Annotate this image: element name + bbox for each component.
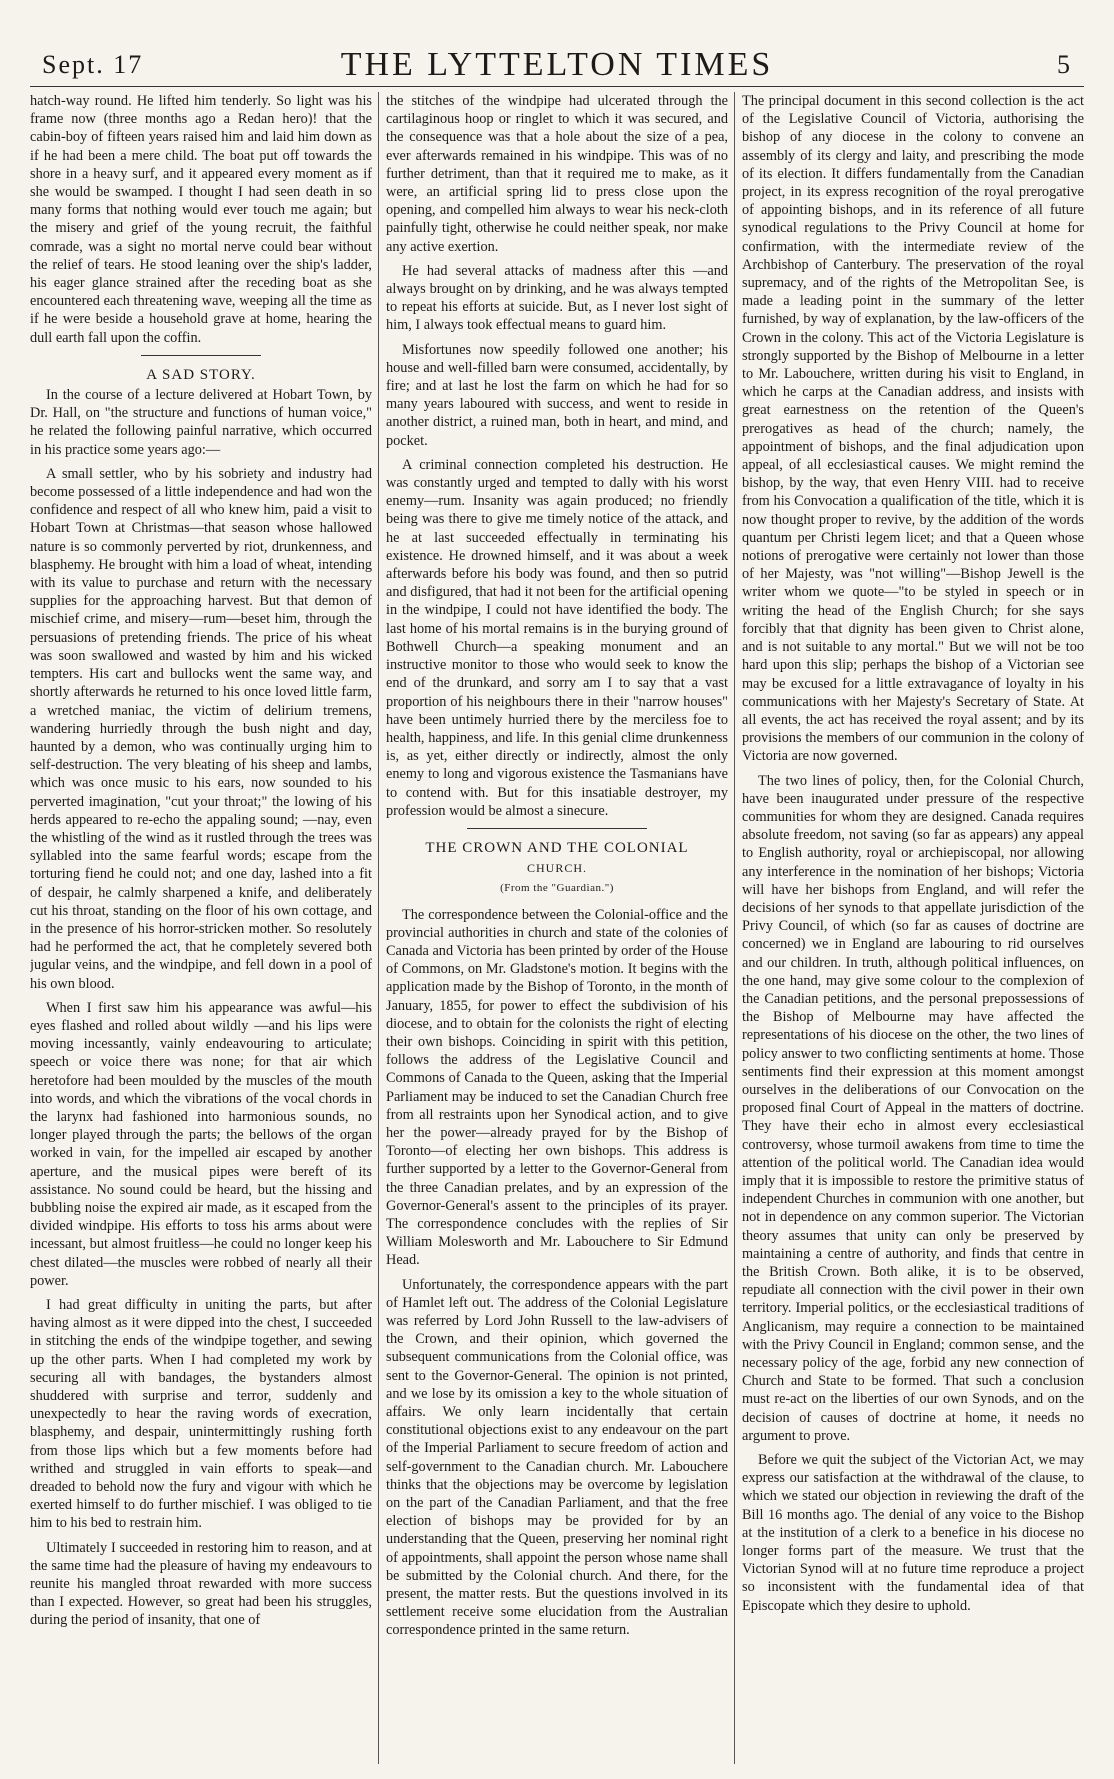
column-1 [30, 92, 372, 1764]
column-2 [386, 92, 728, 1764]
separator [467, 828, 647, 829]
separator [141, 355, 261, 356]
paragraph: In the course of a lecture delivered at Hobart Town, by Dr. Hall, on "the structure and functions of human voice," he related the following painful narrative, which occurred in his practice some years ago:— [30, 387, 372, 458]
paragraph: He had several attacks of madness after this —and always brought on by drinking, and he was always tempted to repeat his efforts at suicide. But, as I never lost sight of him, I always took effectual means to guard him. [386, 262, 728, 334]
paragraph: The principal document in this second collection is the act of the Legislative Council of Victoria, authorising the bishop of any diocese in the colony to convene an assembly of its clergy and laity, and prescribing the mode of its election. It differs fundamentally from the Canadian project, in its express recognition of the royal prerogative of appointing bishops, and in its reference of all future synodical regulations to the Privy Council at home for confirmation, with the intermediate review of the Archbishop of Canterbury. The preservation of the royal supremacy, and of the rights of the Metropolitan See, is made a leading point in the summary of the letter furnished, by way of explanation, by the law-officers of the Crown in the colony. This act of the Victoria Legislature is strongly supported by the Bishop of Melbourne in a letter to Mr. Labouchere, written during his visit to England, in which he carps at the Canadian address, and insists with great earnestness on the retention of the Queen's prerogatives as head of the church; namely, the appointment of bishops, and the final adjudication upon appeal, of all ecclesiastical causes. We might remind the bishop, by the way, that even Henry VIII. had to receive from his Convocation a qualification of the title, which it is now thought proper to revive, by the addition of the words quantum per Christi legem licet; and that a Queen whose notions of prerogative were certainly not lower than those of her Majesty, was "not willing"—Bishop Jewell is the writer whom we quote—"to be styled in speech or in writing the head of the English Church; for she says forcibly that that dignity has been given to Christ alone, and is not suitable to any mortal." But we will not be too hard upon this slip; perhaps the bishop of a Victorian see may be excused for a little extravagance of loyalty in his communications with her Majesty's Secretary of State. At all events, the act has received the royal assent; and by its provisions the members of our communion in the colony of Victoria are now governed. [742, 93, 1084, 765]
article-heading: THE CROWN AND THE COLONIAL [425, 839, 689, 856]
masthead [30, 14, 1084, 83]
paragraph: The two lines of policy, then, for the Colonial Church, have been inaugurated under pressure of the respective communities for whom they are designed. Canada requires absolute freedom, not saving (so far as appears) any appeal to English authority, royal or archiepiscopal, nor allowing any interference in the nomination of her bishops; Victoria will have her bishops from England, and will refer the decisions of her synods to that appellate jurisdiction of the Privy Council, of which (so far as causes of doctrine are concerned) we in England are labouring to rid ourselves and our children. In truth, although political influences, on the one hand, may give some colour to the complexion of the Canadian petitions, and the personal prepossessions of the Bishop of Melbourne may have affected the representations of his diocese on the other, the two lines of policy answer to two conflicting sentiments at home. Those sentiments find their expression at this moment amongst ourselves in the deliberations of our Convocation on the proposed final Court of Appeal in the matters of doctrine. They have their echo in almost every ecclesiastical controversy, whose turmoil awakens from time to time the attention of the political world. The Canadian idea would imply that it is impossible to restore the primitive status of independent Churches in communion with one another, but not in dependence on any common superior. The Victorian theory assumes that unity can only be preserved by maintaining a centre of authority, and finds that centre in the British Crown. Both alike, it is to be observed, repudiate all connection with the civil power in their own territory. Imperial politics, or the ecclesiastical traditions of Anglicanism, may require a connection to be maintained with the Privy Council in England; common sense, and the necessary policy of the age, forbid any new connection of Church and State to be formed. That such a conclusion must re-act on the liberties of our own Synods, and on the decision of causes of doctrine at home, it needs no argument to prove. [742, 772, 1084, 1444]
paragraph: A criminal connection completed his destruction. He was constantly urged and tempted to dally with his worst enemy—rum. Insanity was again produced; no friendly being was there to give me timely notice of the attack, and he at last succeeded effectually in terminating his existence. He drowned himself, and it was about a week afterwards before his body was found, and then so putrid and disfigured, that had it not been for the artificial opening in the windpipe, I could not have identified the body. The last home of his mortal remains is in the burying ground of Bothwell Church—a speaking monument and an instructive monitor to those who would seek to know the end of the drunkard, and sorry am I to say that a vast proportion of his neighbours there in their "narrow houses" have been untimely hurried there by the merciless foe to health, happiness, and life. In this genial clime drunkenness is, as yet, either directly or indirectly, almost the only enemy to long and vigorous existence the Tasmanians have to contend with. But for this insatiable destroyer, my profession would be almost a sinecure. [386, 456, 728, 819]
article-heading: A SAD STORY. [146, 366, 256, 383]
paragraph: When I first saw him his appearance was awful—his eyes flashed and rolled about wildly —and his lips were moving incessantly, vainly endeavouring to articulate; speech or voice there was none; for that air which heretofore had been moulded by the muscles of the mouth into words, and which the vibrations of the vocal chords in the larynx had fashioned into harmonious sounds, no longer played through the parts; the bellows of the organ worked in vain, for the impelled air escaped by another aperture, and the musical pipes were bereft of its assistance. No sound could be heard, but the hissing and bubbling noise the expired air made, as it escaped from the divided windpipe. His efforts to toss his arms about were incessant, but almost fruitless—he could no longer keep his chest dilated—the muscles were robbed of nearly all their power. [30, 999, 372, 1289]
paragraph: Before we quit the subject of the Victorian Act, we may express our satisfaction at the withdrawal of the clause, to which we stated our objection in reviewing the draft of the Bill 16 months ago. The denial of any voice to the Bishop at the institution of a clerk to a benefice in his diocese no longer forms part of the measure. We trust that the Victorian Synod will at no future time reproduce a project so inconsistent with the fundamental idea of that Episcopate which they desire to uphold. [742, 1452, 1084, 1614]
columns [30, 92, 1084, 1764]
paragraph: Ultimately I succeeded in restoring him to reason, and at the same time had the pleasure of having my endeavours to reunite his mangled throat rewarded with more success than I expected. However, so great had been his struggles, during the period of insanity, that one of [30, 1539, 372, 1629]
article-subheading: CHURCH. [526, 861, 587, 876]
paragraph: Misfortunes now speedily followed one another; his house and well-filled barn were consumed, accidentally, by fire; and at last he lost the farm on which he had for so many years laboured with success, and went to reside in another district, a ruined man, both in heart, and mind, and pocket. [386, 341, 728, 449]
column-3 [742, 92, 1084, 1764]
paragraph: Unfortunately, the correspondence appears with the part of Hamlet left out. The address of the Colonial Legislature was referred by Lord John Russell to the law-advisers of the Crown, and their opinion, which governed the subsequent communications from the Colonial office, was sent to the Governor-General. The opinion is not printed, and we lose by its omission a key to the whole situation of affairs. We only learn incidentally that certain constitutional objections exist to any endeavour on the part of the Imperial Parliament to secure freedom of action and self-government to the Canadian church. Mr. Labouchere thinks that the objections may be overcome by legislation on the part of the Canadian Parliament, and that the free election of bishops may be provided for by an understanding that the Queen, preserving her nominal right of appointments, shall appoint the person whose name shall be submitted by the Colonial church. And there, for the present, the matter rests. But the questions involved in its settlement receive some elucidation from the Australian correspondence printed in the same return. [386, 1276, 728, 1639]
paragraph: hatch-way round. He lifted him tenderly. So light was his frame now (three months ago a Redan hero)! that the cabin-boy of fifteen years raised him and laid him down as if he had been a mere child. The boat put off towards the shore in a heavy surf, and it appeared every moment as if she would be swamped. I thought I had seen death in so many forms that nothing would ever touch me again; but the misery and grief of the young recruit, the faithful comrade, was a sight no mortal nerve could bear without the relief of tears. He stood leaning over the ship's ladder, his eager glance strained after the receding boat as she encountered each threatening wave, weeping all the time as if he were beside a household grave at home, hearing the dull earth fall upon the coffin. [30, 93, 372, 346]
paragraph: I had great difficulty in uniting the parts, but after having almost as it were dipped into the chest, I succeeded in stitching the ends of the windpipe together, and sewing up the other parts. When I had completed my work by securing all with bandages, the bystanders almost shuddered with surprise and terror, suddenly and unexpectedly to hear the raving words of execration, blasphemy, and despair, unintermittingly rushing forth from those lips which but a few moments before had writhed and struggled in vain efforts to speak—and dreaded to behold now the fury and vigour with which he exerted himself to do further mischief. I was obliged to tie him to his bed to restrain him. [30, 1297, 372, 1532]
masthead-rule [30, 86, 1084, 87]
article-source: (From the "Guardian.") [500, 882, 614, 895]
issue-date: Sept. 17 [42, 50, 144, 79]
column-divider [734, 92, 735, 1764]
paragraph: the stitches of the windpipe had ulcerated through the cartilaginous hoop or ringlet to which it was secured, and the consequence was that a hole about the size of a pea, ever afterwards remained in his windpipe. This was of no further detriment, than that it required me to make, as it were, an artificial spring lid to press close upon the opening, and compelled him always to wear his neck-cloth painfully tight, otherwise he could neither speak, nor make any active exertion. [386, 93, 728, 255]
page-number: 5 [1057, 50, 1070, 79]
newspaper-title: THE LYTTELTON TIMES [340, 46, 774, 83]
column-divider [378, 92, 379, 1764]
paragraph: The correspondence between the Colonial-office and the provincial authorities in church and state of the colonies of Canada and Victoria has been printed by order of the House of Commons, on Mr. Gladstone's motion. It begins with the application made by the Bishop of Toronto, in the month of January, 1855, for power to effect the subdivision of his diocese, and to obtain for the colonists the right of electing their own bishops. Coinciding in spirit with this petition, follows the address of the Legislative Council and Commons of Canada to the Queen, asking that the Imperial Parliament may be induced to set the Canadian Church free from all restraints upon her Synodical action, and to give her the power—already prayed for by the Bishop of Toronto—of electing her own bishops. This address is further supported by a letter to the Governor-General from the three Canadian prelates, and by an expression of the Governor-General's assent to the principles of its prayer. The correspondence concludes with the replies of Sir William Molesworth and Mr. Labouchere to Sir Edmund Head. [386, 906, 728, 1269]
paragraph: A small settler, who by his sobriety and industry had become possessed of a little independence and had won the confidence and respect of all who knew him, paid a visit to Hobart Town at Christmas—that season whose hallowed nature is so commonly perverted by riot, drunkenness, and blasphemy. He brought with him a load of wheat, intending with its value to purchase and return with the necessary supplies for the approaching harvest. But that demon of mischief crime, and misery—rum—beset him, through the persuasions of pretending friends. The price of his wheat was soon swallowed and wasted by him and his wicked tempters. His cart and bullocks went the same way, and shortly afterwards he returned to his once loved little farm, a wretched maniac, the victim of delirium tremens, wandering hurriedly through the bush night and day, haunted by a demon, who was continually urging him to self-destruction. The very bleating of his sheep and lambs, which was once music to his ears, now sounded to his perverted imagination, "cut your throat;" the lowing of his herds appeared to re-echo the appaling sound; —nay, even the whistling of the wind as it rustled through the trees was syllabled into the same fearful words; escape from the torturing fiend he could not; and one day, lashed into a fit of despair, he calmly sharpened a knife, and deliberately cut his throat, standing on the floor of his own cottage, and in the presence of his horror-stricken mother. So resolutely had he performed the act, that he completely severed both jugular veins, and the windpipe, and fell down in a pool of his own blood. [30, 465, 372, 992]
